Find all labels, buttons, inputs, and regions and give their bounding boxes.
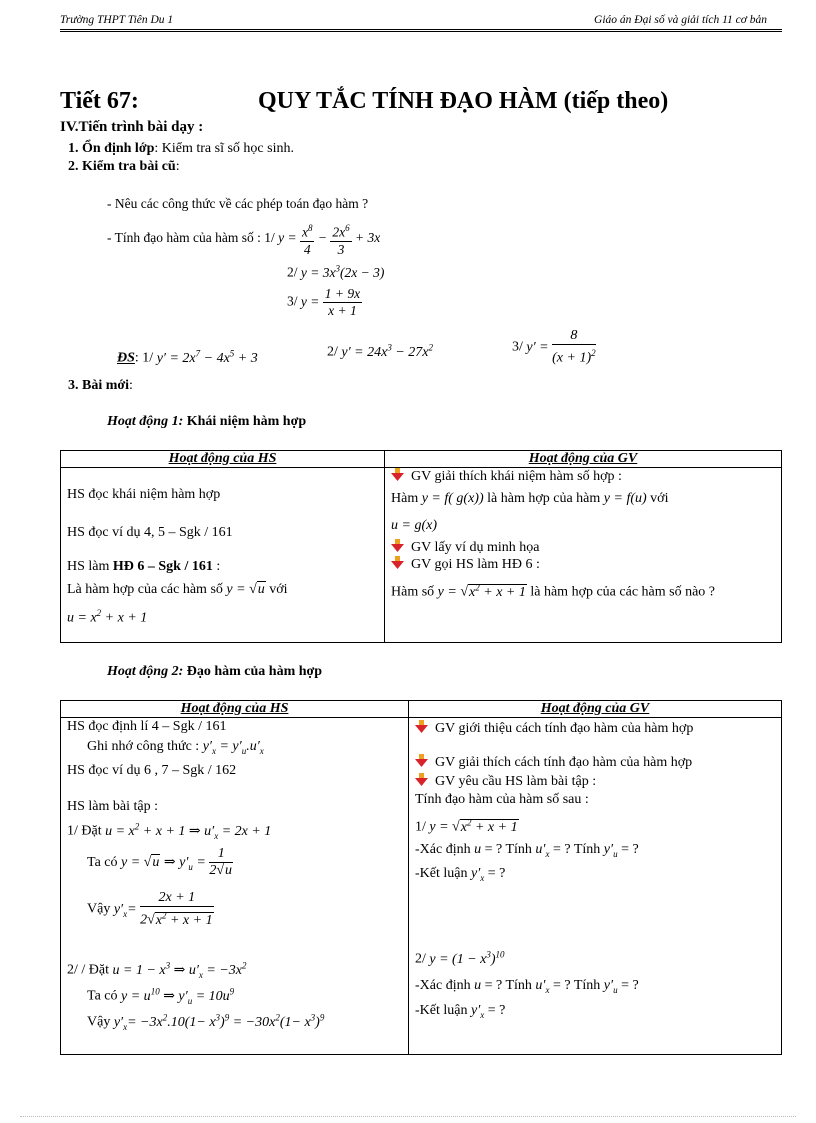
activity2-hs-cell	[61, 718, 409, 1055]
q2-formula-1: y = $\frac{x^8}{4}$ − $\frac{2x^6}{3}$ + 3x	[278, 230, 380, 245]
arrow-down-bullet-icon	[391, 468, 404, 481]
a1-gv-line-3: GV lấy ví dụ minh họa	[391, 539, 539, 556]
a2-hs-line-6: Ta có y = √u ⇒ $y'_u$ = $\frac{1}{2√u}$	[87, 846, 233, 879]
a2-gv-line-7: -Kết luận $y'_x$ = ?	[415, 866, 506, 883]
question-1: - Nêu các công thức về các phép toán đạo hàm ?	[107, 196, 369, 211]
a2-gv-line-4: Tính đạo hàm của hàm số sau :	[415, 792, 589, 807]
a2-gv-line-9: -Xác định u = ? Tính $u'_x$ = ? Tính $y'_u$ = ?	[415, 978, 639, 995]
lesson-title: QUY TẮC TÍNH ĐẠO HÀM (tiếp theo)	[258, 88, 669, 114]
a1-hs-line-2: HS đọc ví dụ 4, 5 – Sgk / 161	[67, 525, 233, 540]
activity1-col-gv: Hoạt động của GV	[385, 451, 782, 468]
arrow-down-bullet-icon	[415, 773, 428, 786]
a1-gv-line-4: GV gọi HS làm HĐ 6 :	[391, 556, 540, 573]
activity1-name: Khái niệm hàm hợp	[183, 414, 307, 429]
activity1-col-hs: Hoạt động của HS	[61, 451, 385, 468]
activity1-label: Hoạt động 1:	[107, 414, 184, 429]
activity2-title	[107, 664, 322, 680]
a2-gv-line-5: 1/ $y = √x^2 + x + 1$	[415, 817, 518, 835]
a2-hs-line-4: HS làm bài tập :	[67, 799, 158, 814]
a2-gv-line-8: 2/ $y = (1 - x^3)^{10}$	[415, 949, 505, 967]
arrow-down-bullet-icon	[391, 556, 404, 569]
a1-hs-line-4: Là hàm hợp của các hàm số y = √u với	[67, 582, 288, 597]
a1-gv-line-2: Hàm y = f( g(x)) là hàm hợp của hàm y = f(u) với	[391, 491, 669, 506]
a2-hs-line-10: Vậy $y'_x= -3x^2.10(1- x^3)^9 = -30x^2(1- x^3)^9$	[87, 1012, 325, 1032]
answer-3: 3/ y′ = $\frac{8}{(x + 1)^2}$	[512, 328, 596, 366]
activity1-gv-cell	[385, 468, 782, 643]
arrow-down-bullet-icon	[415, 720, 428, 733]
q2-line-2: 2/ $y = 3x^3(2x - 3)$	[287, 263, 385, 280]
answers: ĐS: 1/ $y' = 2x^7 - 4x^5 + 3$	[117, 348, 258, 366]
answer-2: 2/ $y' = 24x^3 - 27x^2$	[327, 342, 433, 360]
arrow-down-bullet-icon	[391, 539, 404, 552]
a1-hs-formula-u: $u = x^2 + x + 1$	[67, 608, 148, 626]
item1-text: : Kiểm tra sĩ số học sinh.	[154, 141, 294, 156]
item3	[68, 378, 133, 394]
answer-label: ĐS	[117, 350, 135, 366]
arrow-down-bullet-icon	[415, 754, 428, 767]
a2-hs-line-3: HS đọc ví dụ 6 , 7 – Sgk / 162	[67, 763, 237, 778]
section-heading: IV.Tiến trình bài dạy :	[60, 119, 204, 135]
item2-text: :	[175, 159, 180, 174]
activity2-table	[60, 700, 782, 1055]
a2-gv-line-1: GV giới thiệu cách tính đạo hàm của hàm hợp	[415, 720, 693, 737]
activity2-col-hs: Hoạt động của HS	[61, 701, 409, 718]
question-2	[107, 220, 380, 258]
a2-hs-line-8: 2/ / Đặt $u = 1 - x^3$ ⇒ $u'_x = -3x^2$	[67, 960, 247, 980]
a2-hs-line-7: Vậy $y'_x=$ $\frac{2x + 1}{2√x^2 + x + 1}$	[87, 890, 213, 928]
activity1-title	[107, 414, 306, 430]
activity1-hs-cell	[61, 468, 385, 643]
a2-gv-line-3: GV yêu cầu HS làm bài tập :	[415, 773, 596, 790]
a1-hs-line-1: HS đọc khái niệm hàm hợp	[67, 487, 221, 502]
a1-gv-formula-u: u = g(x)	[391, 518, 437, 533]
lesson-number: Tiết 67:	[60, 88, 139, 114]
a2-gv-line-10: -Kết luận $y'_x$ = ?	[415, 1003, 506, 1020]
item2-label: 2. Kiểm tra bài cũ	[68, 159, 176, 174]
activity2-col-gv: Hoạt động của GV	[409, 701, 782, 718]
a1-gv-line-1: GV giải thích khái niệm hàm số hợp :	[391, 468, 622, 485]
item3-text: :	[129, 378, 133, 393]
a2-gv-line-6: -Xác định u = ? Tính $u'_x$ = ? Tính $y'_u$ = ?	[415, 842, 639, 859]
header-rule	[60, 29, 782, 32]
activity1-table	[60, 450, 782, 643]
a2-hs-line-9: Ta có $y = u^{10}$ ⇒ $y'_u = 10u^9$	[87, 986, 235, 1006]
q2-line-3: 3/ y = $\frac{1 + 9x}{x + 1}$	[287, 286, 361, 318]
a1-hs-line-3: HS làm HĐ 6 – Sgk / 161 :	[67, 559, 221, 574]
a2-hs-line-1: HS đọc định lí 4 – Sgk / 161	[67, 719, 227, 734]
q2-lead: - Tính đạo hàm của hàm số : 1/	[107, 230, 275, 245]
item2	[68, 159, 180, 175]
activity2-name: Đạo hàm của hàm hợp	[183, 664, 323, 679]
item1-label: 1. Ổn định lớp	[68, 141, 155, 156]
activity2-label: Hoạt động 2:	[107, 664, 184, 679]
footer-divider	[20, 1116, 796, 1117]
activity2-gv-cell	[409, 718, 782, 1055]
item1	[68, 141, 294, 157]
a2-hs-line-5: 1/ Đặt $u = x^2 + x + 1$ ⇒ $u'_x = 2x + 1$	[67, 821, 272, 841]
item3-label: 3. Bài mới	[68, 378, 130, 393]
a2-hs-line-2: Ghi nhớ công thức : $y'_x = y'_u.u'_x$	[87, 739, 264, 756]
header-subject: Giáo án Đại số và giải tích 11 cơ bản	[594, 14, 767, 26]
header-school: Trường THPT Tiên Du 1	[60, 14, 174, 26]
a1-gv-line-5: Hàm số $y = √x^2 + x + 1$ là hàm hợp của các hàm số nào ?	[391, 582, 716, 600]
a2-gv-line-2: GV giải thích cách tính đạo hàm của hàm hợp	[415, 754, 692, 771]
